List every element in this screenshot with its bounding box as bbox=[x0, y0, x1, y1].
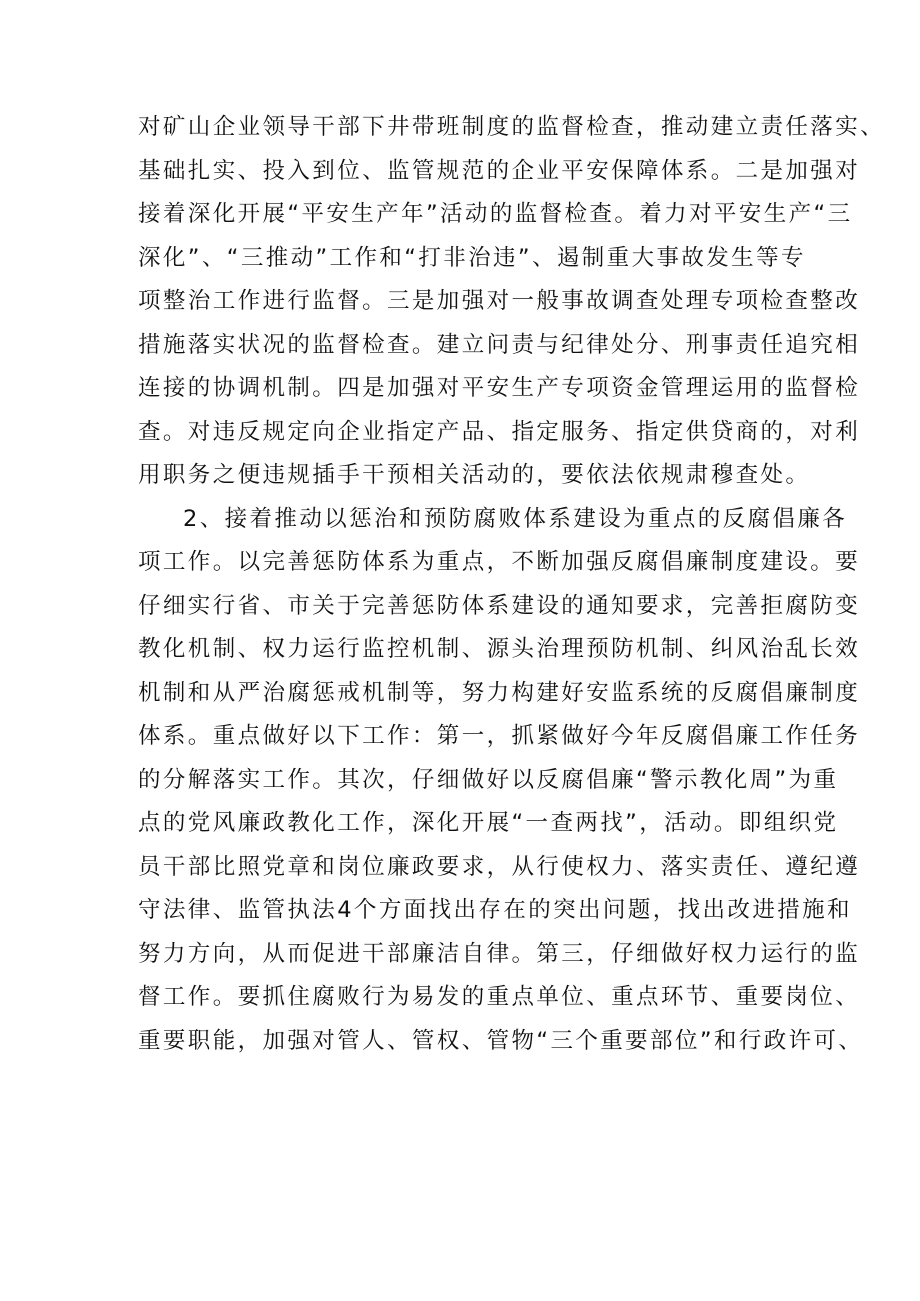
text-line: 重要职能，加强对管人、管权、管物“三个重要部位”和行政许可、 bbox=[138, 1027, 864, 1054]
text-line: 接着深化开展“平安生产年”活动的监督检查。着力对平安生产“三 bbox=[138, 201, 853, 227]
text-line: 努力方向，从而促进干部廉洁自律。第三，仔细做好权力运行的监 bbox=[138, 940, 861, 967]
body-text bbox=[138, 106, 886, 1063]
text-line: 点的党风廉政教化工作，深化开展“一查两找”，活动。即组织党 bbox=[138, 810, 839, 836]
text-line: 深化”、“三推动”工作和“打非治违”、遏制重大事故发生等专 bbox=[138, 244, 806, 271]
text-line: 员干部比照党章和岗位廉政要求，从行使权力、落实责任、遵纪遵 bbox=[138, 853, 861, 880]
text-line: 教化机制、权力运行监控机制、源头治理预防机制、纠风治乱长效 bbox=[138, 636, 861, 662]
text-line: 基础扎实、投入到位、监管规范的企业平安保障体系。二是加强对 bbox=[138, 157, 861, 184]
text-line: 督工作。要抓住腐败行为易发的重点单位、重点环节、重要岗位、 bbox=[138, 984, 861, 1010]
text-line: 守法律、监管执法4个方面找出存在的突出问题，找出改进措施和 bbox=[138, 897, 852, 923]
text-line: 项整治工作进行监督。三是加强对一般事故调查处理专项检查整改 bbox=[138, 288, 861, 314]
text-line: 用职务之便违规插手干预相关活动的，要依法依规肃穆查处。 bbox=[138, 462, 811, 488]
text-line: 机制和从严治腐惩戒机制等，努力构建好安监系统的反腐倡廉制度 bbox=[138, 679, 861, 706]
paragraph-start-line: 2、接着推动以惩治和预防腐败体系建设为重点的反腐倡廉各 bbox=[183, 505, 848, 532]
text-line: 体系。重点做好以下工作：第一，抓紧做好今年反腐倡廉工作任务 bbox=[138, 723, 861, 749]
text-line: 连接的协调机制。四是加强对平安生产专项资金管理运用的监督检 bbox=[138, 375, 861, 401]
text-line: 对矿山企业领导干部下井带班制度的监督检查，推动建立责任落实、 bbox=[138, 114, 886, 140]
text-line: 查。对违反规定向企业指定产品、指定服务、指定供贷商的，对利 bbox=[138, 418, 861, 445]
text-line: 措施落实状况的监督检查。建立问责与纪律处分、刑事责任追究相 bbox=[138, 331, 861, 358]
text-line: 的分解落实工作。其次，仔细做好以反腐倡廉“警示教化周”为重 bbox=[138, 766, 839, 793]
text-line: 项工作。以完善惩防体系为重点，不断加强反腐倡廉制度建设。要 bbox=[138, 549, 861, 575]
text-line: 仔细实行省、市关于完善惩防体系建设的通知要求，完善拒腐防变 bbox=[138, 592, 861, 619]
